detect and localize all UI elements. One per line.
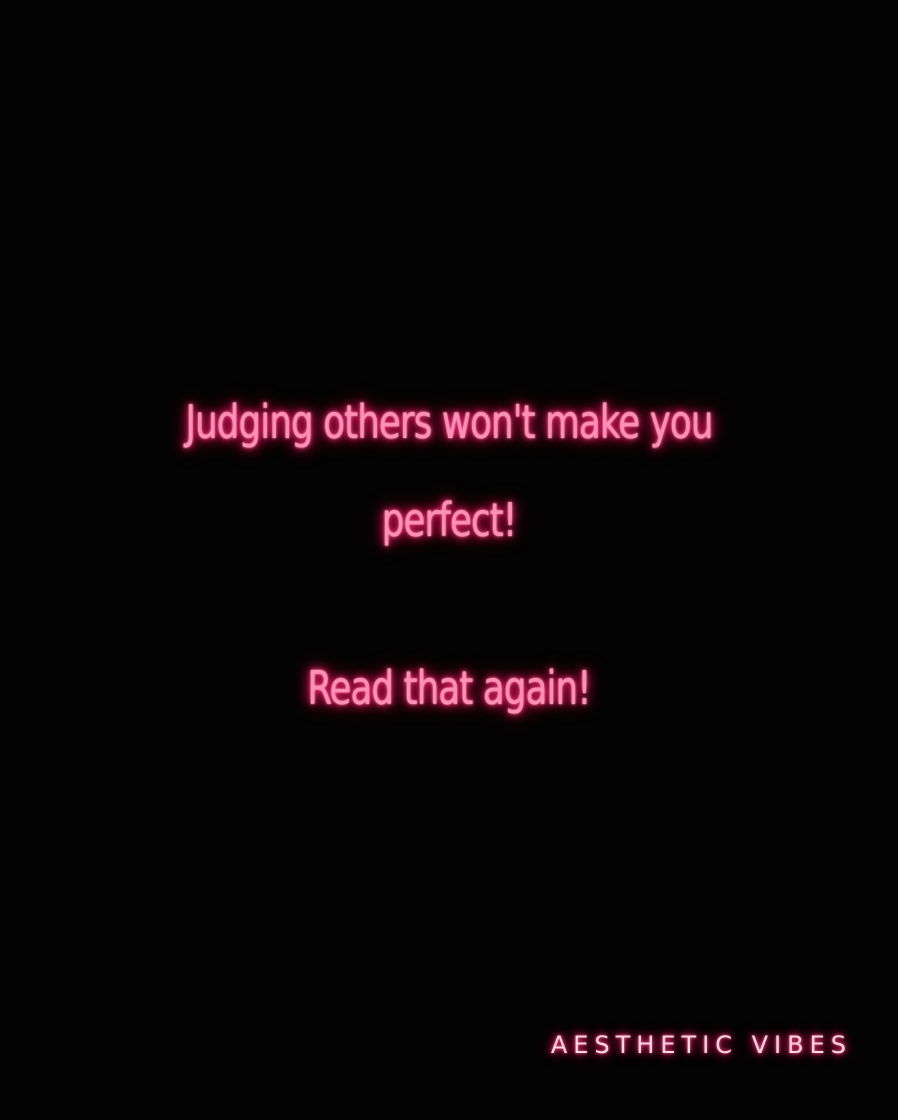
quote-line-2: perfect! <box>381 493 517 547</box>
quote-line-1: Judging others won't make you <box>185 395 713 449</box>
quote-line-3: Read that again! <box>307 661 591 715</box>
brand-watermark: AESTHETIC VIBES <box>550 1031 852 1059</box>
